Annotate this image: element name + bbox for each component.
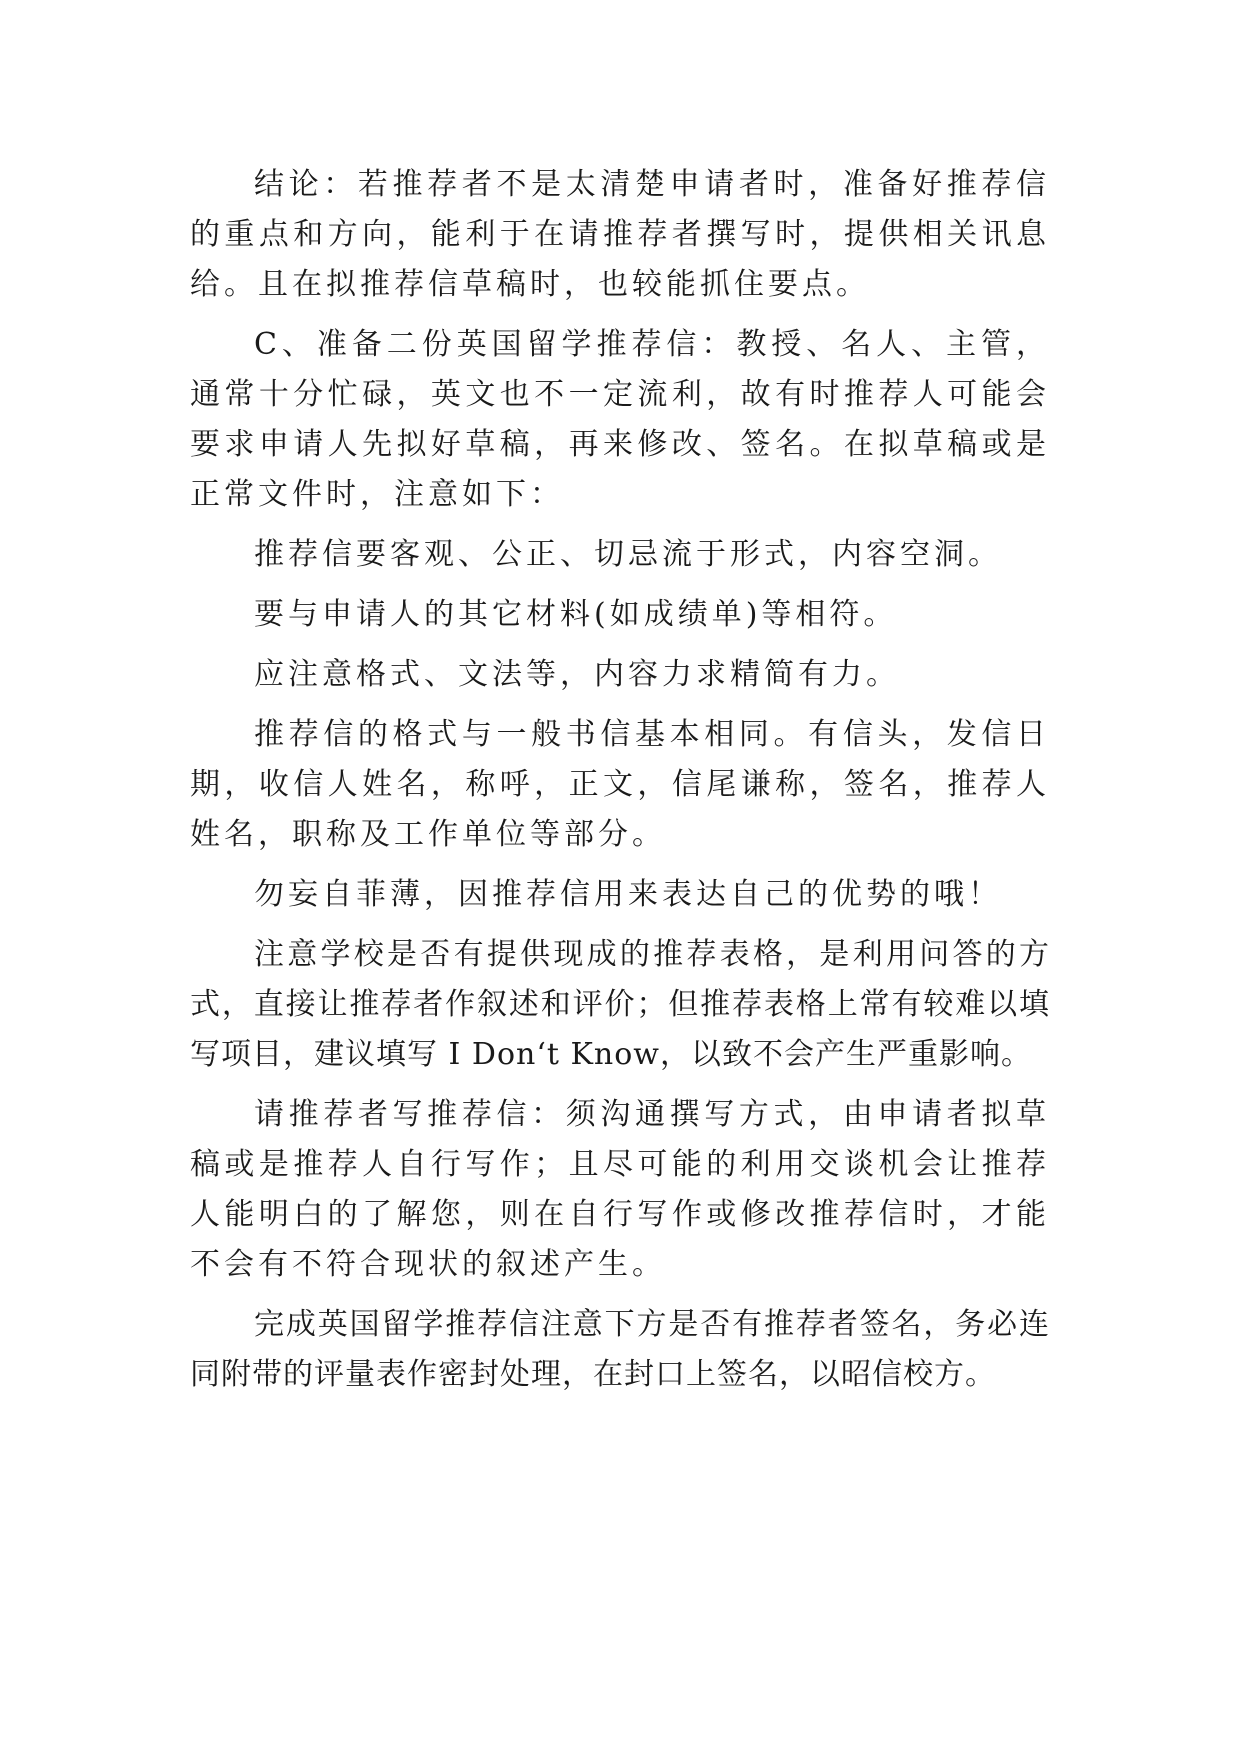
paragraph-format-grammar: 应注意格式、文法等，内容力求精简有力。 xyxy=(254,657,900,692)
paragraph-ask-recommender: 请推荐者写推荐信：须沟通撰写方式，由申请者拟草稿或是推荐人自行写作；且尽可能的利用交谈机会让推荐人能明白的了解您，则在自行写作或修改推荐信时，才能不会有不符合现状的叙述产生。 xyxy=(190,1097,1050,1282)
paragraph-recommendation-form: 注意学校是否有提供现成的推荐表格，是利用问答的方式，直接让推荐者作叙述和评价；但推荐表格上常有较难以填写项目，建议填写 I Don‘t Know，以致不会产生严重影响。 xyxy=(190,937,1050,1072)
document-body xyxy=(190,160,1050,1410)
paragraph-conclusion: 结论：若推荐者不是太清楚申请者时，准备好推荐信的重点和方向，能利于在请推荐者撰写时，提供相关讯息给。且在拟推荐信草稿时，也较能抓住要点。 xyxy=(190,167,1050,302)
paragraph-prepare-two-letters: C、准备二份英国留学推荐信：教授、名人、主管，通常十分忙碌，英文也不一定流利，故有时推荐人可能会要求申请人先拟好草稿，再来修改、签名。在拟草稿或是正常文件时，注意如下： xyxy=(190,327,1050,512)
paragraph-consistent-materials: 要与申请人的其它材料(如成绩单)等相符。 xyxy=(254,597,898,632)
paragraph-objective: 推荐信要客观、公正、切忌流于形式，内容空洞。 xyxy=(254,537,1002,572)
paragraph-signature-seal: 完成英国留学推荐信注意下方是否有推荐者签名，务必连同附带的评量表作密封处理，在封口上签名，以昭信校方。 xyxy=(190,1307,1050,1392)
paragraph-letter-format: 推荐信的格式与一般书信基本相同。有信头，发信日期，收信人姓名，称呼，正文，信尾谦称，签名，推荐人姓名，职称及工作单位等部分。 xyxy=(190,717,1050,852)
paragraph-self-confidence: 勿妄自菲薄，因推荐信用来表达自己的优势的哦！ xyxy=(254,877,1002,912)
